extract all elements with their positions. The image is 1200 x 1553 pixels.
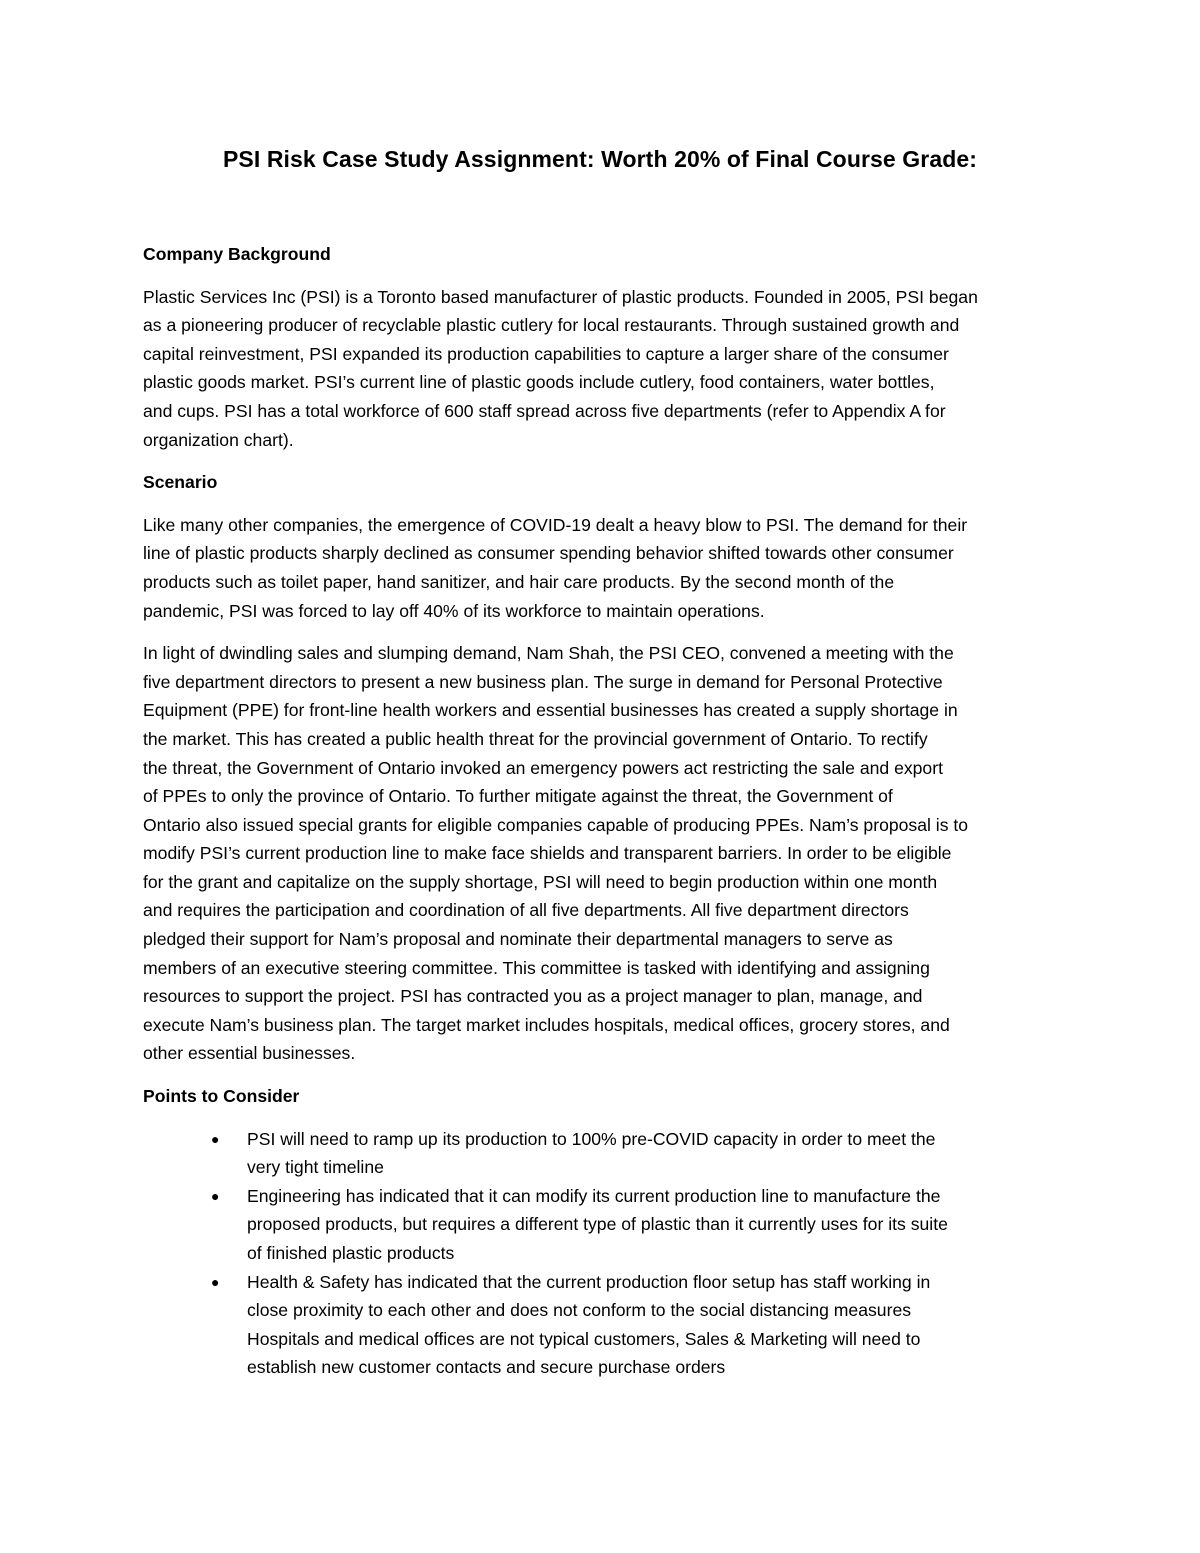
text-line: resources to support the project. PSI has contracted you as a project manager to plan, manage, and (143, 986, 923, 1007)
text-line: the market. This has created a public health threat for the provincial government of Ontario. To rectify (143, 728, 928, 749)
text-line: of finished plastic products (247, 1243, 455, 1263)
section-heading-points-to-consider: Points to Consider (143, 1086, 300, 1107)
text-line: PSI will need to ramp up its production to 100% pre-COVID capacity in order to meet the (247, 1128, 936, 1149)
company-background-paragraph (143, 283, 1063, 455)
text-line: modify PSI’s current production line to make face shields and transparent barriers. In order to be eligible (143, 843, 952, 864)
text-line: other essential businesses. (143, 1043, 356, 1064)
text-line: In light of dwindling sales and slumping demand, Nam Shah, the PSI CEO, convened a meeting with the (143, 643, 954, 664)
bullet-icon: ● (211, 1187, 220, 1204)
text-line: very tight timeline (247, 1157, 384, 1178)
list-item (143, 1182, 1063, 1268)
text-line: capital reinvestment, PSI expanded its production capabilities to capture a larger share of the consumer (143, 343, 949, 364)
document-title: PSI Risk Case Study Assignment: Worth 20% of Final Course Grade: (222, 146, 978, 172)
text-line: plastic goods market. PSI’s current line of plastic goods include cutlery, food containers, water bottles, (143, 372, 935, 393)
text-line: pledged their support for Nam’s proposal and nominate their departmental managers to serve as (143, 929, 893, 950)
text-line: Plastic Services Inc (PSI) is a Toronto based manufacturer of plastic products. Founded in 2005, PSI began (143, 286, 978, 307)
text-line: Equipment (PPE) for front-line health workers and essential businesses has created a supply shortage in (143, 700, 958, 721)
list-item (143, 1268, 1063, 1382)
text-line: organization chart). (143, 429, 294, 450)
points-bullet-list (143, 1125, 1063, 1382)
bullet-icon: ● (211, 1273, 220, 1290)
list-item (143, 1125, 1063, 1182)
text-line: Hospitals and medical offices are not typical customers, Sales & Marketing will need to (247, 1328, 921, 1349)
scenario-paragraph-2 (143, 639, 1063, 1068)
bullet-icon: ● (211, 1130, 220, 1147)
text-line: establish new customer contacts and secure purchase orders (247, 1357, 726, 1378)
text-line: and requires the participation and coordination of all five departments. All five department directors (143, 900, 909, 921)
text-line: members of an executive steering committee. This committee is tasked with identifying and assigning (143, 957, 930, 978)
text-line: line of plastic products sharply declined as consumer spending behavior shifted towards other consumer (143, 543, 954, 564)
text-line: of PPEs to only the province of Ontario. To further mitigate against the threat, the Government of (143, 786, 893, 807)
text-line: proposed products, but requires a different type of plastic than it currently uses for its suite (247, 1214, 948, 1235)
text-line: as a pioneering producer of recyclable plastic cutlery for local restaurants. Through sustained growth and (143, 315, 960, 336)
text-line: execute Nam’s business plan. The target market includes hospitals, medical offices, grocery stores, and (143, 1014, 950, 1035)
text-line: for the grant and capitalize on the supply shortage, PSI will need to begin production within one month (143, 871, 938, 892)
section-heading-company-background: Company Background (143, 244, 331, 264)
text-line: close proximity to each other and does not conform to the social distancing measures (247, 1300, 912, 1321)
section-heading-scenario: Scenario (143, 472, 218, 493)
text-line: Health & Safety has indicated that the current production floor setup has staff working in (247, 1271, 931, 1292)
document-body (143, 240, 1063, 1382)
text-line: Engineering has indicated that it can modify its current production line to manufacture the (247, 1185, 941, 1206)
text-line: the threat, the Government of Ontario invoked an emergency powers act restricting the sale and export (143, 757, 943, 778)
scenario-paragraph-1 (143, 511, 1063, 625)
text-line: Ontario also issued special grants for eligible companies capable of producing PPEs. Nam’s proposal is to (143, 814, 969, 835)
text-line: and cups. PSI has a total workforce of 600 staff spread across five departments (refer to Appendix A for (143, 400, 946, 421)
text-line: Like many other companies, the emergence of COVID-19 dealt a heavy blow to PSI. The demand for their (143, 514, 968, 535)
text-line: products such as toilet paper, hand sanitizer, and hair care products. By the second month of the (143, 571, 895, 592)
text-line: five department directors to present a new business plan. The surge in demand for Personal Protective (143, 671, 943, 692)
text-line: pandemic, PSI was forced to lay off 40% of its workforce to maintain operations. (143, 600, 765, 621)
